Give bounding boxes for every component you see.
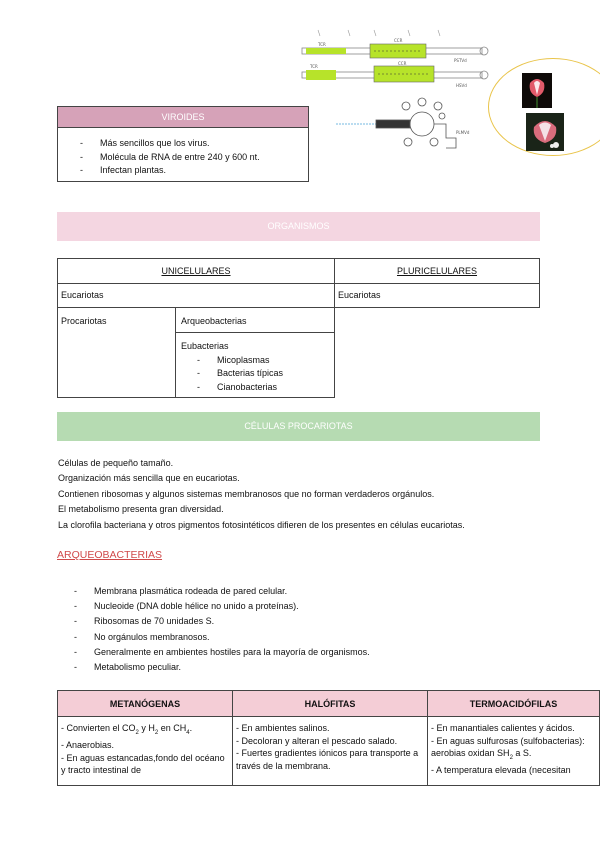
rod-1-tcr: [306, 48, 346, 54]
cell-metanogenas: [57, 716, 233, 786]
rod-2-tcr: [306, 70, 336, 80]
termo-line: - A temperatura elevada (necesitan: [431, 765, 571, 776]
unicelulares-label: UNICELULARES: [161, 266, 231, 276]
cell-termoacidofilas: [427, 716, 600, 786]
eubacterias-item: - Micoplasmas: [217, 354, 334, 368]
viroides-box: [57, 106, 309, 182]
label-plmvd: PLMVd: [456, 130, 470, 135]
arqueo-item: - Nucleoide (DNA doble hélice no unido a proteínas).: [94, 599, 370, 614]
organismos-banner: ORGANISMOS: [57, 212, 540, 241]
eucariotas-uni-cell: [57, 283, 335, 308]
arqueo-item: - Generalmente en ambientes hostiles para la mayoría de organismos.: [94, 645, 370, 660]
label-ccr-2: CCR: [398, 61, 407, 66]
celulas-procariotas-text: [58, 456, 465, 533]
arqueobacterias-title: ARQUEOBACTERIAS: [57, 549, 163, 561]
diagram-ticks: [318, 30, 440, 36]
viroides-title: VIROIDES: [58, 107, 308, 128]
celulas-line: Células de pequeño tamaño.: [58, 458, 174, 468]
procariotas-label: Procariotas: [61, 316, 107, 326]
header-termoacidofilas: TERMOACIDÓFILAS: [427, 690, 600, 717]
pluricelulares-label: PLURICELULARES: [396, 266, 478, 276]
eubacterias-list: [181, 354, 334, 395]
halofitas-line: - En ambientes salinos.: [236, 723, 330, 733]
celulas-line: Organización más sencilla que en eucariotas.: [58, 473, 240, 484]
eucariotas-uni-label: Eucariotas: [61, 290, 104, 300]
viroides-list: [100, 137, 260, 178]
celulas-line: El metabolismo presenta gran diversidad.: [58, 504, 224, 515]
eubacterias-label: Eubacterias: [181, 341, 229, 351]
celulas-line: La clorofila bacteriana y otros pigmentos fotosintéticos difieren de los presentes en células eucariotas.: [58, 519, 465, 530]
eubacterias-item: - Bacterias típicas: [217, 367, 334, 381]
unicelulares-header: [57, 258, 335, 284]
header-halofitas: HALÓFITAS: [232, 690, 428, 717]
plmvd-structure: [336, 98, 456, 148]
termo-line: - En manantiales calientes y ácidos.: [431, 723, 575, 733]
arqueobacterias-label: Arqueobacterias: [181, 316, 247, 326]
label-tcr-1: TCR: [318, 42, 326, 47]
label-hsvd: HSVd: [456, 83, 467, 88]
halofitas-line: - Decoloran y alteran el pescado salado.: [236, 735, 398, 746]
eucariotas-pluri-cell: [334, 283, 540, 308]
procariotas-cell: [57, 307, 176, 398]
metanogenas-line: - En aguas estancadas,fondo del océano y tracto intestinal de: [61, 752, 225, 776]
eubacterias-cell: [175, 332, 335, 398]
metanogenas-line: - Anaerobias.: [61, 740, 115, 751]
arqueobacterias-list: [94, 584, 370, 675]
celulas-procariotas-banner: CÉLULAS PROCARIOTAS: [57, 412, 540, 441]
label-tcr-2: TCR: [310, 64, 318, 69]
pluricelulares-header: [334, 258, 540, 284]
label-pstvd: PSTVd: [454, 58, 467, 63]
arqueo-item: - Membrana plasmática rodeada de pared celular.: [94, 584, 370, 599]
arqueo-item: - Ribosomas de 70 unidades S.: [94, 614, 370, 629]
viroides-item: - Molécula de RNA de entre 240 y 600 nt.: [100, 151, 260, 165]
eucariotas-pluri-label: Eucariotas: [338, 290, 381, 300]
termo-line: - En aguas sulfurosas (sulfobacterias): aerobias oxidan $SH_2$ a S.: [431, 735, 585, 761]
arqueobacterias-cell: [175, 307, 335, 333]
eubacterias-item: - Cianobacterias: [217, 381, 334, 395]
header-metanogenas: METANÓGENAS: [57, 690, 233, 717]
tulip-photo-healthy: [522, 73, 552, 108]
celulas-line: Contienen ribosomas y algunos sistemas membranosos que no forman verdaderos orgánulos.: [58, 488, 435, 499]
viroid-structure-diagram: [296, 20, 496, 160]
arqueo-item: - Metabolismo peculiar.: [94, 660, 370, 675]
viroides-item: - Más sencillos que los virus.: [100, 137, 260, 151]
halofitas-line: - Fuertes gradientes iónicos para transporte a través de la membrana.: [236, 748, 419, 771]
label-ccr-1: CCR: [394, 38, 403, 43]
arqueo-item: - No orgánulos membranosos.: [94, 630, 370, 645]
cell-halofitas: [232, 716, 428, 786]
metanogenas-line: - Convierten el $CO_2$ y $H_2$ en $CH_4$.: [61, 723, 193, 736]
tulip-photo-infected: [526, 113, 564, 151]
viroides-item: - Infectan plantas.: [100, 164, 260, 178]
